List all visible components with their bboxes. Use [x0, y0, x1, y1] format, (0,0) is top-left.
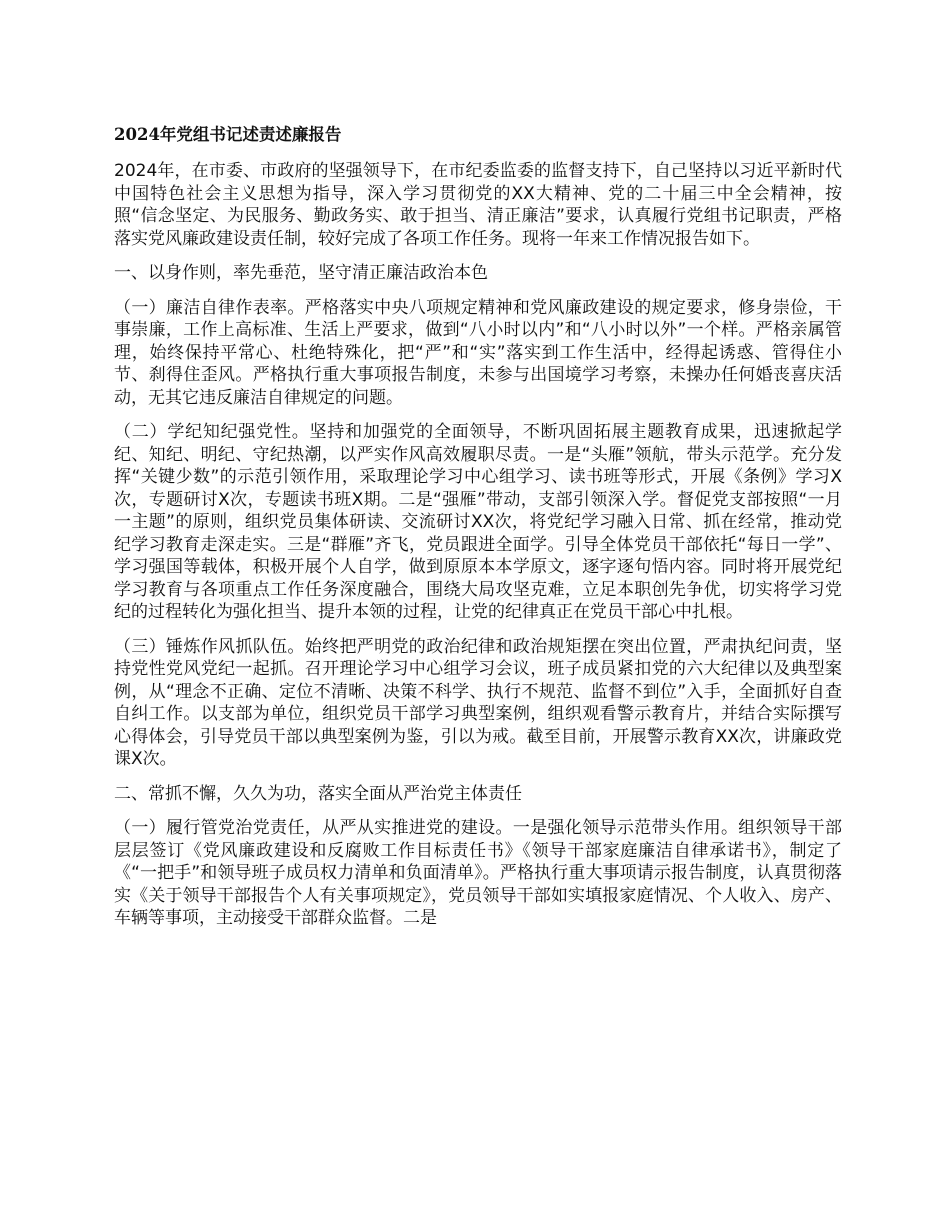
section-2-heading: 二、常抓不懈，久久为功，落实全面从严治党主体责任	[114, 783, 522, 804]
section-1-paragraph-2: （二）学纪知纪强党性。坚持和加强党的全面领导，不断巩固拓展主题教育成果，迅速掀起学纪、知纪、明纪、守纪热潮，以严实作风高效履职尽责。一是“头雁”领航，带头示范学。充分发挥“关键少数”的示范引领作用，采取理论学习中心组学习、读书班等形式，开展《条例》学习X次，专题研讨X次，专题读书班X期。二是“强雁”带动，支部引领深入学。督促党支部按照“一月一主题”的原则，组织党员集体研读、交流研讨XX次，将党纪学习融入日常、抓在经常，推动党纪学习教育走深走实。三是“群雁”齐飞，党员跟进全面学。引导全体党员干部依托“每日一学”、学习强国等载体，积极开展个人自学，做到原原本本学原文，逐字逐句悟内容。同时将开展党纪学习教育与各项重点工作任务深度融合，围绕大局攻坚克难，立足本职创先争优，切实将学习党纪的过程转化为强化担当、提升本领的过程，让党的纪律真正在党员干部心中扎根。	[114, 422, 842, 622]
document-title: 2024年党组书记述责述廉报告	[114, 125, 342, 144]
intro-paragraph: 2024年，在市委、市政府的坚强领导下，在市纪委监委的监督支持下，自己坚持以习近平新时代中国特色社会主义思想为指导，深入学习贯彻党的XX大精神、党的二十届三中全会精神，按照“信念坚定、为民服务、勤政务实、敢于担当、清正廉洁”要求，认真履行党组书记职责，严格落实党风廉政建设责任制，较好完成了各项工作任务。现将一年来工作情况报告如下。	[114, 161, 842, 249]
section-1-paragraph-3: （三）锤炼作风抓队伍。始终把严明党的政治纪律和政治规矩摆在突出位置，严肃执纪问责，坚持党性党风党纪一起抓。召开理论学习中心组学习会议，班子成员紧扣党的六大纪律以及典型案例，从“理念不正确、定位不清晰、决策不科学、执行不规范、监督不到位”入手，全面抓好自查自纠工作。以支部为单位，组织党员干部学习典型案例，组织观看警示教育片，并结合实际撰写心得体会，引导党员干部以典型案例为鉴，引以为戒。截至目前，开展警示教育XX次，讲廉政党课X次。	[114, 636, 842, 769]
document-page	[114, 122, 842, 942]
section-1-paragraph-1: （一）廉洁自律作表率。严格落实中央八项规定精神和党风廉政建设的规定要求，修身崇俭，干事崇廉，工作上高标准、生活上严要求，做到“八小时以内”和“八小时以外”一个样。严格亲属管理，始终保持平常心、杜绝特殊化，把“严”和“实”落实到工作生活中，经得起诱惑、管得住小节、刹得住歪风。严格执行重大事项报告制度，未参与出国境学习考察，未操办任何婚丧喜庆活动，无其它违反廉洁自律规定的问题。	[114, 297, 842, 408]
section-2-paragraph-1: （一）履行管党治党责任，从严从实推进党的建设。一是强化领导示范带头作用。组织领导干部层层签订《党风廉政建设和反腐败工作目标责任书》《领导干部家庭廉洁自律承诺书》，制定了《“一把手”和领导班子成员权力清单和负面清单》。严格执行重大事项请示报告制度，认真贯彻落实《关于领导干部报告个人有关事项规定》，党员领导干部如实填报家庭情况、个人收入、房产、车辆等事项，主动接受干部群众监督。二是	[114, 818, 842, 928]
section-1-heading: 一、以身作则，率先垂范，坚守清正廉洁政治本色	[114, 263, 488, 283]
